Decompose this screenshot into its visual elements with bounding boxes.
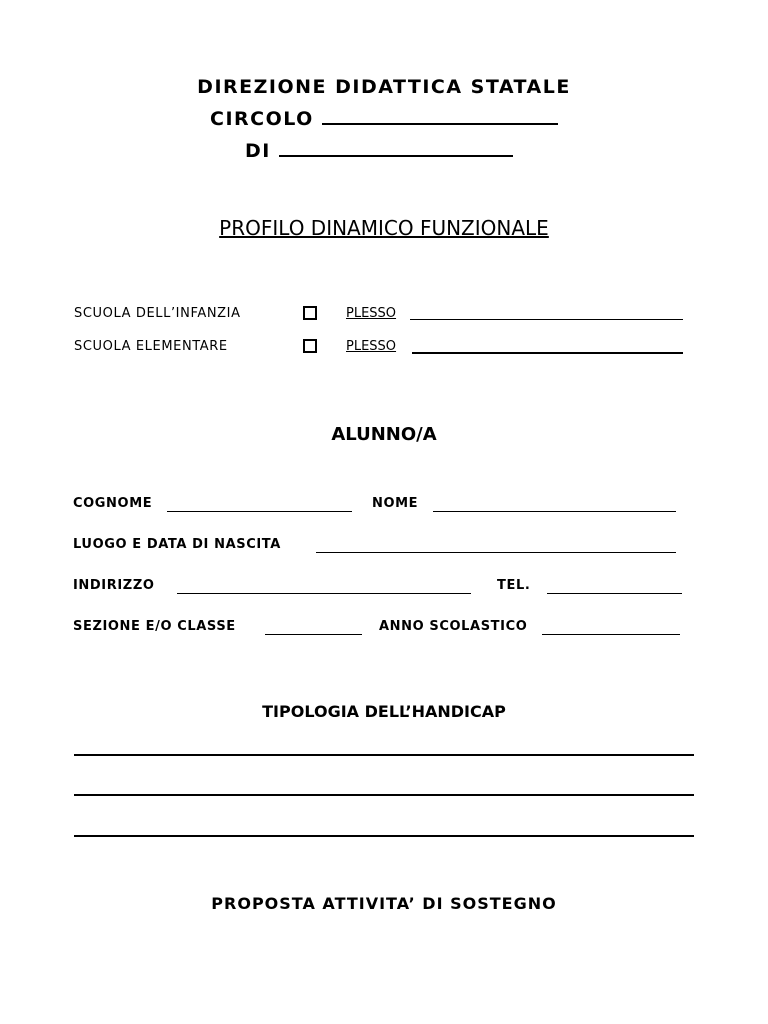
plesso-elementare-label: PLESSO (346, 339, 397, 354)
di-field[interactable] (279, 155, 513, 157)
school-direction-title (0, 76, 768, 98)
page-title: PROFILO DINAMICO FUNZIONALE (219, 216, 549, 240)
indirizzo-field[interactable] (177, 579, 471, 594)
nome-field[interactable] (433, 497, 676, 512)
plesso-elementare-field[interactable] (412, 338, 683, 354)
plesso-infanzia-field[interactable] (410, 305, 683, 320)
school-infanzia-label: SCUOLA DELL’INFANZIA (74, 306, 241, 321)
luogo-data-field[interactable] (316, 538, 676, 553)
nome-label: NOME (372, 496, 419, 511)
school-elementare-label: SCUOLA ELEMENTARE (74, 339, 228, 354)
tel-label: TEL. (497, 578, 531, 593)
sezione-label: SEZIONE E/O CLASSE (73, 619, 236, 634)
cognome-label: COGNOME (73, 496, 153, 511)
header-line-1: DIREZIONE DIDATTICA STATALE (197, 76, 571, 98)
plesso-infanzia-label: PLESSO (346, 306, 397, 321)
tipologia-heading: TIPOLOGIA DELL’HANDICAP (262, 702, 506, 721)
sezione-field[interactable] (265, 620, 362, 635)
cognome-field[interactable] (167, 497, 352, 512)
circolo-field[interactable] (322, 123, 558, 125)
tipologia-line-3[interactable] (74, 835, 694, 837)
anno-label: ANNO SCOLASTICO (379, 619, 528, 634)
plesso-infanzia-row (346, 306, 396, 321)
di-row (245, 140, 513, 162)
circolo-label: CIRCOLO (210, 108, 314, 130)
proposta-heading: PROPOSTA ATTIVITA’ DI SOSTEGNO (211, 894, 557, 913)
tipologia-line-2[interactable] (74, 794, 694, 796)
elementare-checkbox[interactable] (303, 339, 317, 353)
anno-field[interactable] (542, 620, 680, 635)
student-heading: ALUNNO/A (331, 424, 437, 445)
tel-field[interactable] (547, 579, 682, 594)
plesso-elementare-row (346, 339, 396, 354)
infanzia-checkbox[interactable] (303, 306, 317, 320)
circolo-row (210, 108, 558, 130)
tipologia-line-1[interactable] (74, 754, 694, 756)
di-label: DI (245, 140, 271, 162)
indirizzo-label: INDIRIZZO (73, 578, 155, 593)
luogo-data-label: LUOGO E DATA DI NASCITA (73, 537, 281, 552)
